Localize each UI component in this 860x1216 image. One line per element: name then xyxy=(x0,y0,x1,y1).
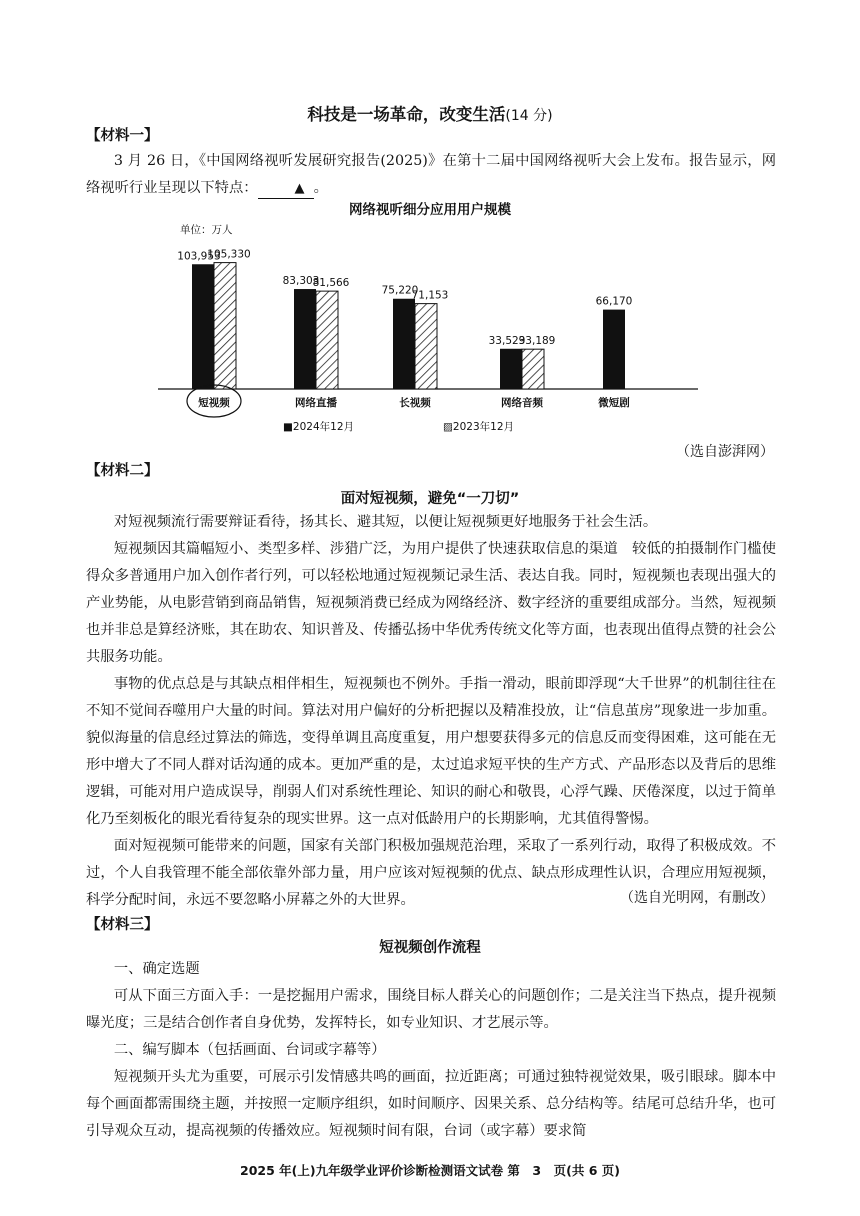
material-1-label: 【材料一】 xyxy=(86,128,159,144)
material-2-title: 面对短视频，避免“一刀切” xyxy=(340,491,520,507)
material-3-body xyxy=(0,956,776,1145)
material-2-paragraph-4: 面对短视频可能带来的问题，国家有关部门积极加强规范治理，采取了一系列行动，取得了积极成效。不过，个人自我管理不能全部依靠外部力量，用户应该对短视频的优点、缺点形成理性认识，合理应用短视频，科学分配时间，永远不要忽略小屏幕之外的大世界。 xyxy=(86,838,776,908)
data-label-2023-2: 81,566 xyxy=(312,277,350,290)
answer-blank[interactable]: ▲ xyxy=(258,180,314,199)
data-label-2023-4: 33,189 xyxy=(518,335,556,348)
material-3-paragraph-1: 可从下面三方面入手：一是挖掘用户需求，围绕目标人群关心的问题创作；二是关注当下热点，提升视频曝光度；三是结合创作者自身优势，发挥特长，如专业知识、才艺展示等。 xyxy=(86,988,776,1031)
chart-unit-label: 单位：万人 xyxy=(180,224,233,236)
material-2-source: （选自光明网，有删改） xyxy=(620,890,774,906)
bar-2024-4 xyxy=(500,349,522,389)
data-label-2024-2: 83,303 xyxy=(282,275,320,288)
category-label-5: 微短剧 xyxy=(598,397,630,409)
bar-2024-1 xyxy=(192,264,214,389)
material-2-paragraph-2: 短视频因其篇幅短小、类型多样、涉猎广泛，为用户提供了快速获取信息的渠道 较低的拍摄制作门槛使得众多普通用户加入创作者行列，可以轻松地通过短视频记录生活、表达自我。同时，短视频也表现出强大的产业势能，从电影营销到商品销售，短视频消费已经成为网络经济、数字经济的重要组成部分。当然，短视频也并非总是算经济账，其在助农、知识普及、传播弘扬中华优秀传统文化等方面，也表现出值得点赞的社会公共服务功能。 xyxy=(86,541,776,665)
material-2-paragraph-1: 对短视频流行需要辩证看待，扬其长、避其短，以便让短视频更好地服务于社会生活。 xyxy=(113,514,658,530)
legend-2023: ▨2023年12月 xyxy=(443,421,515,433)
data-label-2024-4: 33,529 xyxy=(488,334,526,347)
material-3-title: 短视频创作流程 xyxy=(379,940,481,956)
bar-2024-3 xyxy=(393,299,415,389)
data-label-2023-3: 71,153 xyxy=(411,289,449,302)
section-heading-2: 二、编写脚本（包括画面、台词或字幕等） xyxy=(113,1042,386,1058)
material-2-paragraph-3: 事物的优点总是与其缺点相伴相生，短视频也不例外。手指一滑动，眼前即浮现“大千世界”的机制往往在不知不觉间吞噬用户大量的时间。算法对用户偏好的分析把握以及精准投放，让“信息茧房”现象进一步加重。貌似海量的信息经过算法的筛选，变得单调且高度重复，用户想要获得多元的信息反而变得困难，这可能在无形中增大了不同人群对话沟通的成本。更加严重的是，太过追求短平快的生产方式、产品形态以及背后的思维逻辑，可能对用户造成误导，削弱人们对系统性理论、知识的耐心和敬畏，心浮气躁、厌倦深度，以过于简单化乃至刻板化的眼光看待复杂的现实世界。这一点对低龄用户的长期影响，尤其值得警惕。 xyxy=(86,676,776,827)
data-label-2024-1: 103,953 xyxy=(177,250,221,263)
material-1-text: 3 月 26 日，《中国网络视听发展研究报告(2025)》在第十二届中国网络视听大会上发布。报告显示，网络视听行业呈现以下特点： xyxy=(86,153,776,196)
material-3-paragraph-2: 短视频开头尤为重要，可展示引发情感共鸣的画面，拉近距离；可通过独特视觉效果，吸引眼球。脚本中每个画面都需围绕主题，并按照一定顺序组织，如时间顺序、因果关系、总分结构等。结尾可总结升华，也可引导观众互动，提高视频的传播效应。短视频时间有限，台词（或字幕）要求简 xyxy=(86,1069,776,1139)
category-label-3: 长视频 xyxy=(399,397,431,409)
category-label-2: 网络直播 xyxy=(295,397,337,409)
bar-2023-4 xyxy=(522,349,544,389)
legend-2024: ■2024年12月 xyxy=(283,421,355,433)
category-label-4: 网络音频 xyxy=(501,397,543,409)
bar-2023-3 xyxy=(415,304,437,389)
material-1-source: （选自澎湃网） xyxy=(676,444,774,460)
data-label-2024-5: 66,170 xyxy=(595,295,633,308)
bar-2024-5 xyxy=(603,310,625,389)
material-2-label: 【材料二】 xyxy=(86,463,159,479)
bar-2023-1 xyxy=(214,263,236,389)
bar-2023-2 xyxy=(316,291,338,389)
category-label-1: 短视频 xyxy=(198,397,230,409)
bar-chart xyxy=(150,198,710,443)
material-1-text-end: 。 xyxy=(313,180,328,196)
page-footer: 2025 年(上)九年级学业评价诊断检测语文试卷 第 3 页(共 6 页) xyxy=(240,1163,620,1178)
chart-title: 网络视听细分应用用户规模 xyxy=(349,202,511,218)
section-heading-1: 一、确定选题 xyxy=(113,961,200,977)
title-text: 科技是一场革命，改变生活 xyxy=(307,105,506,124)
title-score: (14 分) xyxy=(505,108,553,124)
data-label-2024-3: 75,220 xyxy=(381,284,419,297)
material-3-label: 【材料三】 xyxy=(86,917,159,933)
data-label-2023-1: 105,330 xyxy=(207,248,251,261)
page-title xyxy=(0,101,860,125)
bar-2024-2 xyxy=(294,289,316,389)
material-1-paragraph xyxy=(86,148,776,202)
